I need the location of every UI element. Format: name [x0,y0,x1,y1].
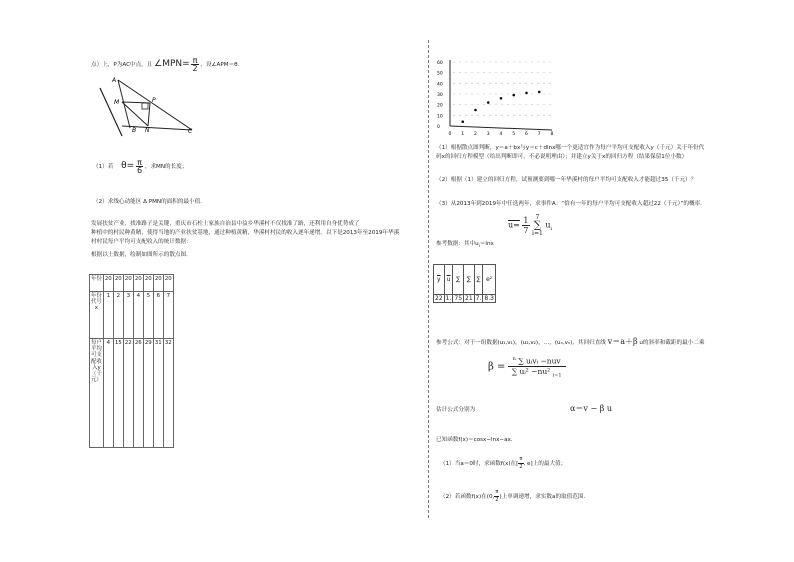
u-bar-eq: u= [508,220,520,230]
grid-dot [502,83,503,84]
r-q3: （3）从2013年到2019年中任选两年，求事件A：“恰有一年的每户平均可支配收入超过22（千元）”的概率. [436,201,702,207]
grid-dot [478,94,479,95]
y-tick-label: 10 [437,114,443,120]
grid-dot [514,72,515,73]
grid-dot [532,72,533,73]
grid-dot [496,94,497,95]
geometry-figure [92,74,202,144]
line-left [100,88,122,136]
column-divider [428,40,429,518]
ref-cell: 8.3 [484,295,494,302]
fn-q1-frac-num: π [519,456,523,462]
grid-dot [520,62,521,63]
beta-num [508,356,566,367]
grid-dot [520,94,521,95]
table-cell-code: 4 [133,292,143,339]
table-cell-year: 20 [123,275,133,292]
fn-q1-tail: , e]上的最大值； [523,461,567,467]
right-angle-mark [142,103,148,109]
grid-dot [454,83,455,84]
formula-tail: u的斜率和截距的最小二乘 [639,340,705,346]
grid-dot [502,115,503,116]
table-head-code: 年份代号x [90,292,104,339]
table-cell-year: 20 [143,275,153,292]
label-b: B [132,127,137,134]
grid-dot [550,115,551,116]
grid-dot [484,83,485,84]
ref-head: $\overline{u}$ [444,265,453,295]
grid-dot [508,115,509,116]
x-tick-label: 4 [499,132,503,136]
ref-head: ∑ [474,265,483,295]
ref-table [433,264,496,303]
y-tick-label: 50 [437,71,443,77]
table-cell-year: 20 [133,275,143,292]
grid-dot [526,115,527,116]
intro-line [91,57,239,72]
grid-dot [502,62,503,63]
grid-dot [538,72,539,73]
y-tick-label: 30 [437,93,443,98]
u-bar-den: 7 [523,226,529,235]
scatter-point [500,97,503,100]
y-tick-label: 20 [437,103,443,109]
q1-frac-num: π [137,158,142,167]
table-cell-income: 29 [143,339,153,448]
ref-data-label: 参考数据：其中u [436,241,479,247]
u-bar-num: 1 [523,216,529,225]
grid-dot [514,104,515,105]
intro-fraction [191,57,198,72]
grid-dot [550,104,551,105]
q1-suffix: ，求MN的长度； [144,164,188,170]
table-cell-income: 22 [123,339,133,448]
grid-dot [502,72,503,73]
ref-cell: 75 [454,295,463,302]
grid-dot [472,83,473,84]
grid-dot [538,94,539,95]
q1-prefix: （1）若 [93,164,114,170]
grid-dot [514,62,515,63]
grid-dot [544,104,545,105]
table-row-years [90,275,174,292]
grid-dot [532,115,533,116]
grid-dot [532,83,533,84]
label-p: P [152,97,156,104]
income-table [89,274,174,448]
grid-dot [460,115,461,116]
grid-dot [484,104,485,105]
grid-dot [550,62,551,63]
grid-dot [472,62,473,63]
grid-dot [466,72,467,73]
grid-dot [466,94,467,95]
intro-angle: ∠MPN= [154,59,190,69]
para2-line2: 种植中的村民种黄精，使得当地的产业扶贫基地，通过种植黄精，华溪村村民的收入逐年递增。以下是2013年至2019年华溪 [91,230,400,236]
grid-dot [508,83,509,84]
label-n: N [145,127,150,134]
grid-dot [496,62,497,63]
x-tick-label: 8 [550,132,554,136]
grid-dot [550,83,551,84]
grid-dot [454,62,455,63]
line-m-n [122,102,148,126]
grid-dot [484,62,485,63]
grid-dot [520,83,521,84]
grid-dot [496,115,497,116]
r-q1-line2: 码x的回归方程模型（给出判断即可，不必说明理由）；并建立y关于x的回归方程（结果保留1位小数） [436,154,688,160]
grid-dot [454,72,455,73]
table-head-year: 年份 [90,275,104,292]
grid-dot [526,62,527,63]
ref-cell: 22 [435,295,443,302]
grid-dot [490,83,491,84]
x-tick-label: 1 [461,132,465,136]
table-cell-income: 4 [103,339,113,448]
grid-dot [466,104,467,105]
ref-head: ∑ [464,265,475,295]
grid-dot [538,115,539,116]
ref-data-line: 参考数据：其中$u_i=\ln x$ [436,241,494,249]
table-cell-code: 1 [103,292,113,339]
grid-dot [460,62,461,63]
grid-dot [544,62,545,63]
estimate-label: 估计公式分别为 [436,407,476,413]
table-cell-code: 7 [163,292,173,339]
label-c: C [188,128,193,135]
grid-dot [466,83,467,84]
ref-table-values [434,295,496,303]
grid-dot [532,94,533,95]
fn-intro: 已知函数f(x)＝cosx−lnx−ax. [436,437,513,443]
table-head-income: 每户平均可支配收入y（千元） [90,339,104,448]
u-bar-sub: i [550,226,553,233]
q1-line [93,159,187,174]
grid-dot [532,104,533,105]
beta-formula [488,356,566,378]
grid-dot [496,104,497,105]
label-a: A [112,77,117,84]
grid-dot [550,94,551,95]
table-cell-code: 6 [153,292,163,339]
grid-dot [526,83,527,84]
intro-frac-den: 2 [192,64,198,73]
y-tick-label: 40 [437,82,443,88]
grid-dot [514,115,515,116]
grid-dot [478,62,479,63]
grid-dot [460,94,461,95]
grid-dot [490,94,491,95]
fn-q2: （2）若函数f(x)在(0, [440,494,495,500]
fn-q1-line [440,456,566,471]
grid-dot [454,94,455,95]
u-bar-sum [532,214,543,237]
table-cell-income: 26 [133,339,143,448]
x-tick-label: 5 [512,132,516,136]
grid-dot [484,94,485,95]
x-tick-label: 3 [486,132,490,136]
scatter-point [525,92,528,95]
table-row-incomes [90,339,174,448]
grid-dot [544,94,545,95]
fn-q2-frac-num: π [495,489,499,495]
scatter-chart [436,56,556,136]
u-bar-fraction [522,216,529,235]
table-cell-code: 3 [123,292,133,339]
table-cell-year: 20 [103,275,113,292]
beta-num-text: ∑ uᵢvᵢ −nuv [518,356,561,366]
q1-fraction [136,159,143,174]
grid-dot [490,104,491,105]
u-bar-sum-top: 7 [535,214,540,221]
grid-dot [544,83,545,84]
table-cell-year: 20 [153,275,163,292]
table-cell-income: 15 [113,339,123,448]
scatter-point [474,109,477,112]
grid-dot [454,104,455,105]
scatter-point [461,120,464,123]
x-tick-label: 0 [448,132,452,136]
alpha-formula: α＝v − β u [570,404,613,413]
u-bar-sum-bottom: i=1 [532,230,543,237]
grid-dot [520,104,521,105]
table-cell-year: 20 [163,275,173,292]
grid-dot [478,115,479,116]
grid-dot [490,72,491,73]
grid-dot [508,104,509,105]
x-tick-label: 2 [474,132,477,136]
grid-dot [454,115,455,116]
grid-dot [508,72,509,73]
ref-cell: 21 [465,295,473,302]
y-tick-labels [437,60,443,130]
intro-prefix: 点）上，P为AC中点，且 [91,62,153,68]
grid-dot [550,72,551,73]
para2-line3: 村村民每户平均可支配收入的统计数据： [91,239,192,245]
ref-cell: 7. [475,295,482,302]
ref-head: ∑ [453,265,464,295]
para2-line1: 发展扶贫产业，找准路子是关键，重庆市石柱土家族自治县中益乡华溪村不仅找准了路，还利用自身优势成了 [91,221,360,227]
grid-dot [460,83,461,84]
grid-dot [490,62,491,63]
table-row-codes [90,292,174,339]
grid-dot [466,115,467,116]
beta-den-text: ∑ uᵢ² −nu² [511,366,551,376]
x-tick-labels [449,131,554,136]
fn-q2-line [440,489,585,504]
formula-line: v＝a＋β [607,337,638,346]
x-tick-label: 7 [537,132,541,136]
fn-q2-frac-den: 2 [495,497,499,503]
grid-dot [466,62,467,63]
grid-dot [460,104,461,105]
grid-dot [538,62,539,63]
x-axis [450,126,552,130]
grid-dot [478,72,479,73]
grid-dot [532,62,533,63]
grid-dot [526,104,527,105]
grid-dot [478,83,479,84]
grid-dot [472,104,473,105]
grid-dot [502,94,503,95]
formula-intro: 参考公式：对于一组数据(u₁,v₁)，(u₂,v₂)，…，(uₙ,vₙ)，其回归直线 [436,340,606,346]
grid-dot [484,72,485,73]
u-bar-u: u [545,220,551,230]
beta-symbol: β = [488,361,506,373]
grid-dot [496,83,497,84]
q1-frac-den: 6 [136,166,143,175]
grid-dot [538,83,539,84]
grid-dot [496,72,497,73]
grid-dot [472,94,473,95]
grid-dot [490,115,491,116]
table-cell-year: 20 [113,275,123,292]
table-cell-code: 2 [113,292,123,339]
grid-dot [508,62,509,63]
fn-q1-frac-den: 2 [519,464,523,470]
grid-dot [544,115,545,116]
scatter-point [538,91,541,94]
table-cell-code: 5 [143,292,153,339]
grid-dot [502,104,503,105]
grid-dot [472,115,473,116]
intro-suffix: ，设∠APM＝θ. [200,62,240,68]
grid-dot [514,83,515,84]
grid-dot [526,72,527,73]
ref-table-head [434,265,496,295]
grid-dot [460,72,461,73]
label-m: M [114,99,120,106]
beta-sum-i: i=1 [552,372,562,378]
grid-dot [472,72,473,73]
grid-dot [508,94,509,95]
ref-cell: 1. [445,295,452,302]
beta-sum-n: n [512,356,516,362]
ref-data-tail: ＝lnx [479,241,494,247]
x-tick-label: 6 [525,132,528,136]
y-tick-label: 0 [437,125,440,130]
chart-grid [454,62,551,116]
u-bar-formula [508,214,552,237]
grid-dot [520,115,521,116]
y-tick-label: 60 [437,61,443,66]
grid-dot [520,72,521,73]
q1-theta: θ= [121,161,135,171]
table-cell-income: 32 [163,339,173,448]
grid-dot [544,72,545,73]
fn-q1: （1）当a＝0时，求函数f(x)在[ [440,461,519,467]
q2-line: （2）求线心动能区 Δ PMN的面积的最小值. [93,199,203,205]
estimate-line [436,407,475,414]
scatter-point [512,94,515,97]
beta-den [508,367,566,379]
scatter-point [487,101,490,104]
ref-head: e² [483,265,496,295]
beta-fraction [508,356,566,378]
intro-frac-num: π [192,56,198,65]
fn-q2-tail: )上单调递增，求实数a的取值范围. [499,494,586,500]
ref-head: $\overline{y}$ [434,265,445,295]
table-cell-income: 31 [153,339,163,448]
scatter-points [461,91,540,123]
formula-intro-line [436,338,704,347]
r-q2: （2）根据（1）建立的回归方程，试预测要到哪一年华溪村的每户平均可支配收入才能超过35（千元）？ [436,177,697,183]
grid-dot [538,104,539,105]
para2-line4: 根据以上数据，绘制如图所示的散点图. [91,252,188,258]
sigma-symbol: ∑ [533,220,541,231]
r-q1-line1: （1）根据散点图判断，y＝a＋bx与y＝c＋dlnx哪一个更适宜作为每户平均可支配收入y（千元）关于年份代 [436,145,705,151]
grid-dot [484,115,485,116]
grid-dot [478,104,479,105]
